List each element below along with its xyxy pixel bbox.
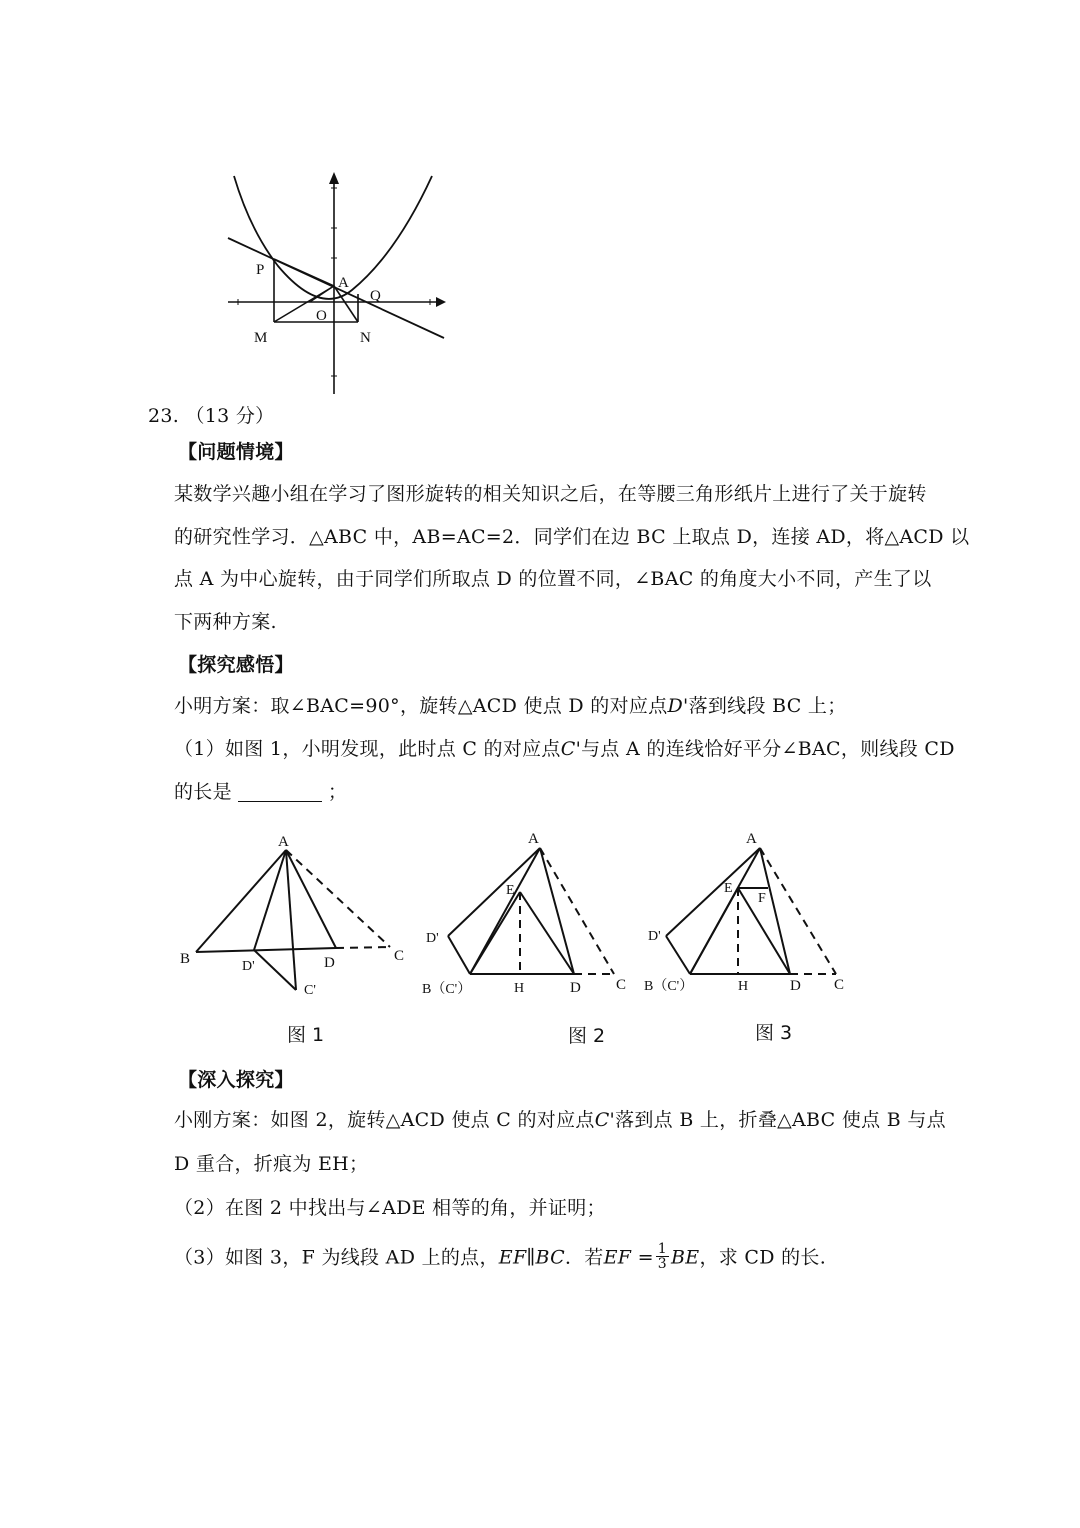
fig3-be [690,888,738,974]
figure-1-caption: 图 1 [287,1024,325,1046]
fig3-label-d: D [790,978,801,994]
label-a: A [338,275,349,291]
fig1-bd [196,948,336,952]
problem-number [148,404,275,428]
label-n: N [360,330,371,346]
figure-3 [640,826,860,1002]
fig1-ab [196,850,286,952]
fig1-label-c-prime: C' [304,983,316,998]
fig3-label-b-c-prime: B（C'） [644,979,694,994]
question-3 [174,1241,827,1273]
q1-line2-post: ； [327,781,348,803]
q1-pre: （1）如图 1，小明发现，此时点 C 的对应点 [174,738,561,760]
fig3-label-h: H [738,979,749,994]
q3-post: ，求 CD 的长. [699,1246,827,1269]
fig3-label-f: F [758,891,766,906]
fig2-ed [520,892,574,974]
context-line-1: 某数学兴趣小组在学习了图形旋转的相关知识之后，在等腰三角形纸片上进行了关于旋转 [174,483,927,505]
xiaogang-plan-line-1 [174,1108,946,1132]
fig2-label-h: H [514,981,525,996]
fig3-ac [760,848,836,974]
figure-1 [170,828,420,1008]
figure-3-caption: 图 3 [755,1022,793,1044]
q3-fraction-numerator: 1 [657,1241,668,1257]
label-p: P [256,262,265,278]
section-problem-context-title: 【问题情境】 [178,441,294,463]
label-q: Q [370,288,381,304]
figure-2-caption: 图 2 [568,1025,606,1047]
fig2-label-e: E [506,883,515,898]
question-1-line-1 [174,737,955,761]
parabola-graph [220,170,460,400]
q3-mid: ．若 [564,1246,604,1269]
fig1-label-d-prime: D' [242,959,255,974]
fig1-ad [286,850,336,948]
question-2: （2）在图 2 中找出与∠ADE 相等的角，并证明； [174,1197,606,1219]
xiaoming-plan [174,694,847,718]
fig1-label-b: B [180,951,191,967]
fig3-ad [760,848,790,974]
xiaoming-plan-post: 落到线段 BC 上； [688,695,847,717]
fig1-label-a: A [278,834,289,850]
q3-math-be: BE [671,1246,700,1269]
problem-number-text: 23. [148,405,180,427]
xiaoming-plan-pre: 小明方案：取∠BAC=90°，旋转△ACD 使点 D 的对应点 [174,695,668,717]
parabola-curve [234,176,432,299]
fig1-d-prime-c-prime [254,950,296,990]
fig2-label-a: A [528,831,539,847]
question-1-line-2 [174,780,347,804]
fig3-label-c: C [834,977,845,993]
fig2-label-d-prime: D' [426,931,439,946]
fig2-ad-prime [448,848,540,936]
fig1-label-c: C [394,948,405,964]
label-m: M [254,330,268,346]
context-line-3: 点 A 为中心旋转，由于同学们所取点 D 的位置不同，∠BAC 的角度大小不同，产生了以 [174,568,932,590]
xiaoming-plan-symbol: D' [667,695,689,717]
fig2-label-d: D [570,980,581,996]
q3-pre: （3）如图 3，F 为线段 AD 上的点， [174,1246,499,1269]
section-deep-explore-title: 【深入探究】 [178,1069,294,1091]
label-o: O [316,308,327,324]
q1-post: 与点 A 的连线恰好平分∠BAC，则线段 CD [581,738,955,760]
fig2-label-b-c-prime: B（C'） [422,982,472,997]
xiaogang-post: 落到点 B 上，折叠△ABC 使点 B 与点 [615,1109,946,1131]
q3-math-ef-parallel-bc: EF∥BC [498,1246,565,1269]
fig2-ac [540,848,614,974]
fig2-be [470,892,520,974]
context-line-4: 下两种方案. [174,611,277,633]
fig2-label-c: C [616,977,627,993]
fig3-d-prime-b [666,936,690,974]
fig3-label-e: E [724,881,733,896]
xiaogang-pre: 小刚方案：如图 2，旋转△ACD 使点 C 的对应点 [174,1109,595,1131]
xiaogang-symbol: C' [594,1109,616,1131]
fig1-ad-prime [254,850,286,950]
fig3-label-a: A [746,831,757,847]
q3-fraction [656,1242,669,1271]
figure-2 [418,826,638,1002]
xiaogang-plan-line-2: D 重合，折痕为 EH； [174,1153,369,1175]
q1-symbol: C' [560,738,582,760]
problem-score: （13 分） [185,405,275,427]
answer-blank[interactable] [238,783,322,802]
fig3-label-d-prime: D' [648,929,661,944]
q3-math-ef-eq: EF = [603,1246,654,1269]
section-explore-title: 【探究感悟】 [178,654,294,676]
fig2-ad [540,848,574,974]
context-line-2: 的研究性学习．△ABC 中，AB=AC=2．同学们在边 BC 上取点 D，连接 AD，将△ACD 以 [174,526,970,548]
fig3-ad-prime [666,848,760,936]
fig1-dc [336,947,390,948]
y-axis-arrow [329,172,339,184]
segment-an [334,286,358,322]
fig2-d-prime-b [448,936,470,974]
fig1-label-d: D [324,955,335,971]
fig1-ac-prime [286,850,296,990]
q1-line2-pre: 的长是 [174,781,232,803]
fig1-ac [286,850,390,947]
q3-fraction-denominator: 3 [657,1256,668,1272]
x-axis-arrow [436,297,446,307]
